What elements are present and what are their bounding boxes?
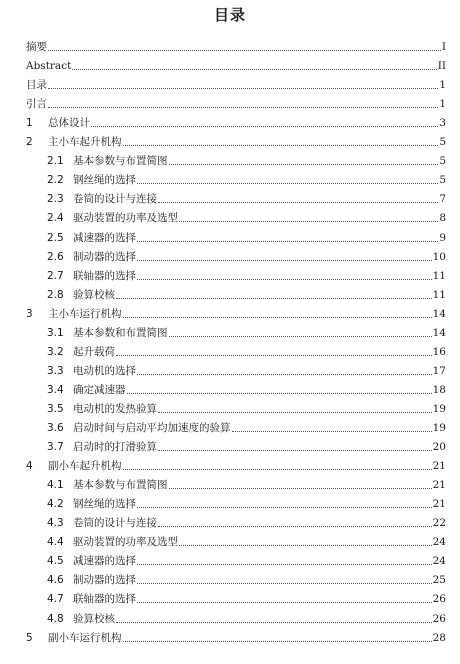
toc-entry[interactable] [26,115,446,131]
toc-dot-leader [169,336,432,337]
toc-entry-page-number: 11 [432,288,446,301]
toc-entry-page-number: 26 [432,612,446,625]
toc-entry[interactable] [47,172,446,188]
toc-entry[interactable] [26,306,446,322]
toc-entry-page-number: 14 [432,307,446,320]
toc-dot-leader [116,298,432,299]
toc-entry-label: 总体设计 [48,117,90,130]
toc-entry-number: 3.1 [47,326,64,339]
toc-dot-leader [72,69,436,70]
toc-entry-number: 2 [26,136,33,149]
toc-dot-leader [137,183,438,184]
toc-entry-number: 3.5 [47,402,64,415]
toc-entry-number: 5 [26,631,33,644]
toc-entry-page-number: 22 [432,517,446,530]
toc-entry-label: 减速器的选择 [73,555,136,568]
toc-entry-label: 制动器的选择 [73,574,136,587]
toc-entry-page-number: 19 [432,422,446,434]
toc-entry-page-number: I [441,41,446,53]
toc-entry[interactable] [47,287,446,303]
toc-entry-label: 减速器的选择 [73,231,136,244]
toc-entry-label: 确定减速器 [73,383,126,396]
toc-entry[interactable] [47,401,446,417]
toc-entry-number: 2.4 [47,212,64,225]
toc-entry-number: 2.3 [47,193,64,206]
toc-dot-leader [232,431,432,432]
toc-dot-leader [116,622,432,623]
toc-entry-page-number: 16 [432,345,446,358]
toc-entry-label: 副小车运行机构 [48,631,122,644]
toc-entry-label: 钢丝绳的选择 [73,174,136,187]
toc-entry-page-number: 24 [432,536,446,549]
toc-entry[interactable] [47,553,446,569]
toc-dot-leader [158,202,438,203]
toc-entry-page-number: 3 [439,117,446,130]
toc-entry-page-number: 21 [432,460,446,473]
toc-dot-leader [123,641,432,642]
toc-entry-number: 2.6 [47,250,64,263]
toc-dot-leader [179,545,432,546]
toc-entry-label: 副小车起升机构 [48,460,122,473]
toc-entry-page-number: 26 [432,593,446,606]
toc-entry-label: 验算校核 [73,288,115,301]
toc-entry-number: 2.7 [47,269,64,282]
toc-entry[interactable] [47,153,446,169]
toc-dot-leader [137,602,432,603]
toc-dot-leader [158,450,432,451]
toc-entry-label: Abstract [26,60,72,73]
toc-dot-leader [169,164,439,165]
toc-entry-page-number: 17 [432,364,446,377]
toc-dot-leader [179,221,438,222]
toc-entry-label: 联轴器的选择 [73,269,136,282]
toc-entry-page-number: 14 [432,326,446,339]
toc-entry-label: 电动机的发热验算 [73,402,157,415]
toc-entry[interactable] [47,344,446,360]
toc-dot-leader [123,469,432,470]
toc-entry-page-number: 21 [432,479,446,492]
toc-entry[interactable] [47,249,446,265]
toc-entry-number: 2.2 [47,174,64,187]
toc-entry-number: 3.2 [47,345,64,358]
toc-entry[interactable] [26,77,446,93]
toc-entry-page-number: 5 [439,136,446,149]
toc-entry-label: 引言 [26,98,47,111]
toc-dot-leader [123,317,432,318]
toc-entry[interactable] [47,230,446,246]
toc-entry-page-number: 19 [432,402,446,415]
toc-entry-label: 联轴器的选择 [73,593,136,606]
toc-entry[interactable] [47,325,446,341]
toc-dot-leader [137,564,432,565]
toc-entry-page-number: 8 [439,212,446,225]
toc-entry-number: 4.5 [47,555,64,568]
page-title: 目录 [213,6,246,24]
toc-entry-number: 2.1 [47,155,64,168]
toc-entry-number: 3.3 [47,364,64,377]
toc-entry-page-number: 18 [432,383,446,396]
toc-entry-number: 2.5 [47,231,64,244]
toc-dot-leader [123,145,439,146]
toc-entry[interactable] [47,496,446,512]
toc-dot-leader [158,526,432,527]
toc-entry[interactable] [47,191,446,207]
toc-entry-number: 4.1 [47,479,64,492]
toc-entry[interactable] [47,382,446,398]
toc-dot-leader [137,279,432,280]
toc-entry-label: 起升载荷 [73,345,115,358]
toc-entry[interactable] [26,630,446,646]
toc-dot-leader [137,241,438,242]
toc-dot-leader [137,507,432,508]
toc-entry[interactable] [47,268,446,284]
toc-dot-leader [91,126,438,127]
toc-entry-label: 验算校核 [73,612,115,625]
toc-entry-page-number: 5 [439,155,446,168]
toc-entry[interactable] [47,363,446,379]
toc-entry[interactable] [26,96,446,112]
toc-dot-leader [48,50,441,51]
toc-entry[interactable] [47,534,446,550]
toc-entry-label: 制动器的选择 [73,250,136,263]
toc-entry-label: 卷筒的设计与连接 [73,193,157,206]
toc-entry-label: 主小车运行机构 [48,307,122,320]
toc-entry-label: 摘要 [26,41,47,53]
toc-entry[interactable] [47,591,446,607]
toc-dot-leader [158,412,432,413]
toc-dot-leader [48,107,438,108]
toc-entry-number: 3 [26,307,33,320]
toc-entry-page-number: 11 [432,269,446,282]
toc-entry[interactable] [47,420,446,436]
toc-entry-page-number: 1 [439,79,446,92]
toc-dot-leader [137,583,432,584]
toc-entry[interactable] [47,210,446,226]
toc-entry-number: 4.3 [47,517,64,530]
toc-entry[interactable] [47,572,446,588]
toc-entry-page-number: 10 [432,250,446,263]
toc-entry-number: 4.2 [47,498,64,511]
toc-entry-page-number: 9 [439,231,446,244]
toc-entry-page-number: 24 [432,555,446,568]
toc-entry-label: 电动机的选择 [73,364,136,377]
toc-entry-label: 基本参数和布置简图 [73,326,168,339]
toc-dot-leader [137,374,432,375]
toc-entry-number: 4.6 [47,574,64,587]
toc-entry-label: 主小车起升机构 [48,136,122,149]
toc-entry-number: 1 [26,117,33,130]
toc-entry[interactable] [47,477,446,493]
toc-entry-number: 3.6 [47,422,64,434]
toc-entry[interactable] [47,611,446,627]
toc-entry-page-number: 5 [439,174,446,187]
toc-entry-label: 基本参数与布置简图 [73,155,168,168]
toc-entry-page-number: 28 [432,631,446,644]
toc-entry-page-number: 7 [439,193,446,206]
toc-entry-label: 基本参数与布置简图 [73,479,168,492]
toc-entry-number: 4.7 [47,593,64,606]
toc-entry-label: 启动时间与启动平均加速度的验算 [73,422,231,434]
toc-entry[interactable] [26,58,446,74]
toc-entry-number: 3.7 [47,441,64,454]
toc-entry-page-number: II [437,60,446,73]
toc-entry-label: 目录 [26,79,47,92]
toc-dot-leader [169,488,432,489]
toc-entry-number: 4.4 [47,536,64,549]
toc-entry-page-number: 20 [432,441,446,454]
toc-entry[interactable] [47,515,446,531]
toc-dot-leader [116,355,432,356]
toc-entry[interactable] [26,39,446,55]
toc-entry-label: 启动时的打滑验算 [73,441,157,454]
toc-entry-number: 4.8 [47,612,64,625]
toc-entry-label: 卷筒的设计与连接 [73,517,157,530]
toc-entry-page-number: 21 [432,498,446,511]
toc-entry-label: 驱动装置的功率及选型 [73,212,178,225]
toc-entry-label: 驱动装置的功率及选型 [73,536,178,549]
toc-entry-label: 钢丝绳的选择 [73,498,136,511]
toc-entry[interactable] [47,439,446,455]
toc-entry[interactable] [26,134,446,150]
toc-dot-leader [137,260,432,261]
toc-entry-number: 2.8 [47,288,64,301]
toc-entry-number: 4 [26,460,33,473]
toc-entry-page-number: 1 [439,98,446,111]
toc-dot-leader [127,393,432,394]
toc-entry-page-number: 25 [432,574,446,587]
toc-entry[interactable] [26,458,446,474]
toc-dot-leader [48,88,438,89]
toc-entry-number: 3.4 [47,383,64,396]
